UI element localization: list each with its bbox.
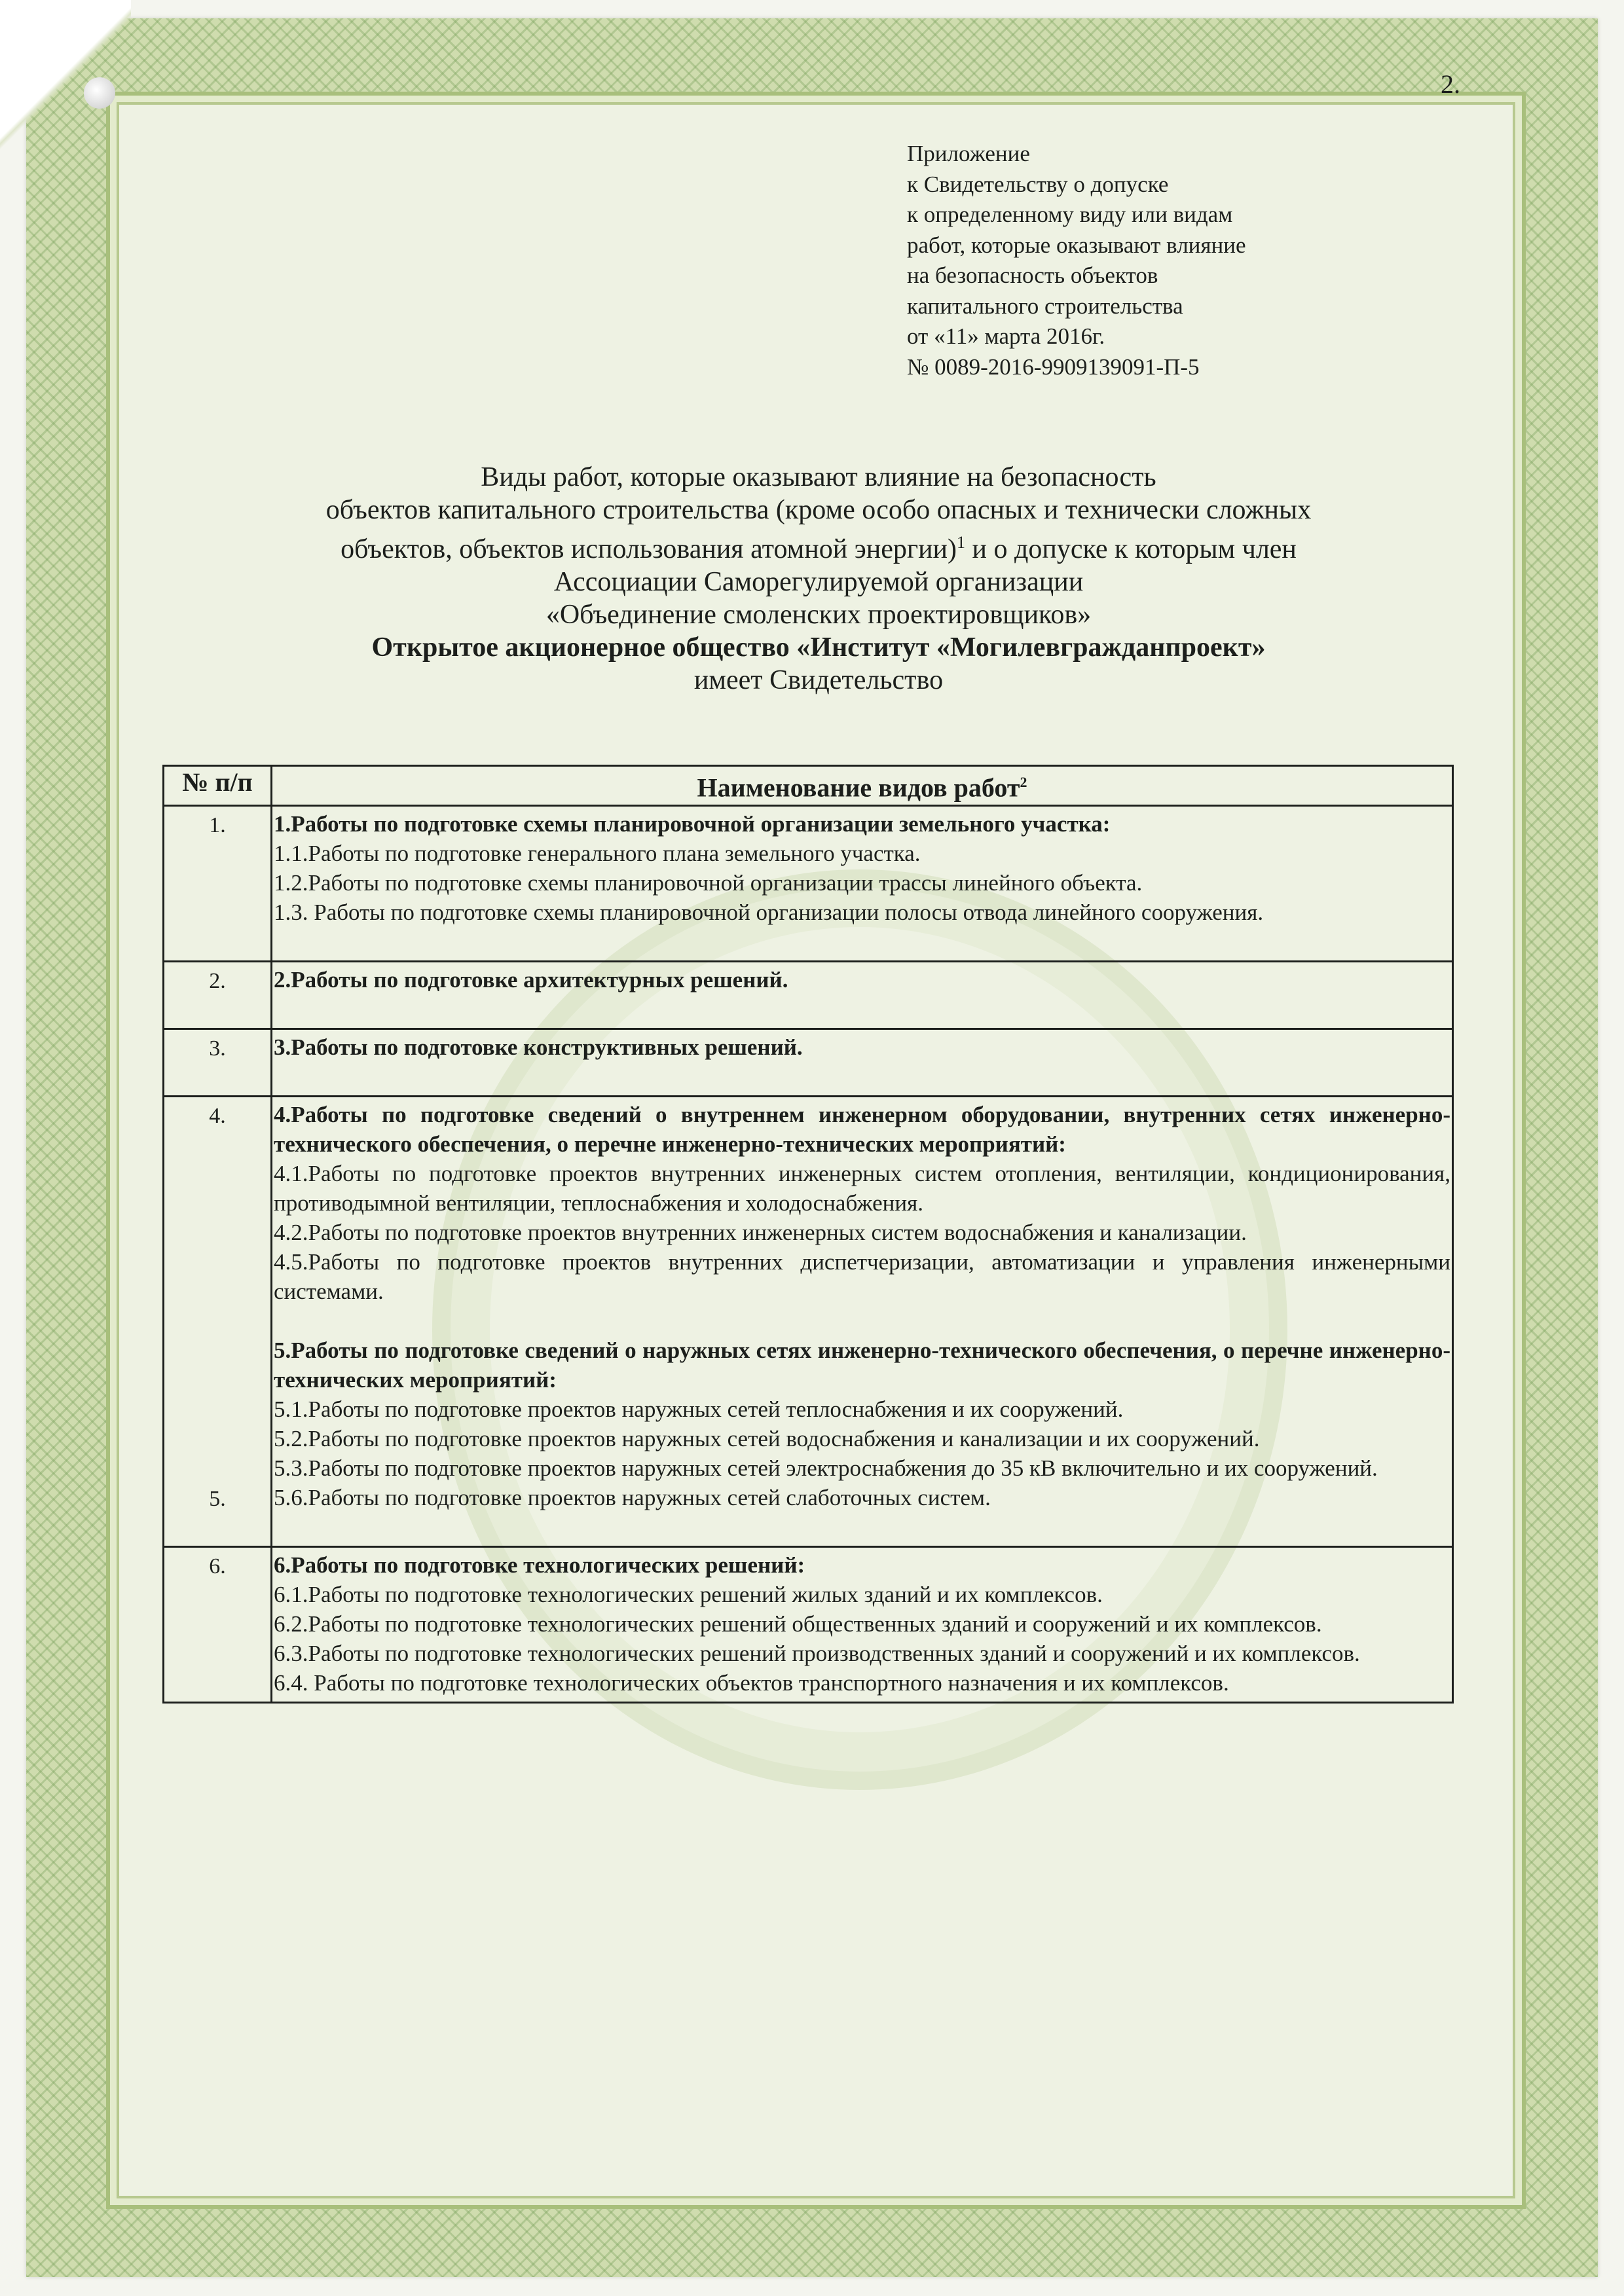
- column-header-name: [272, 766, 1453, 806]
- title-line: объектов капитального строительства (кроме особо опасных и технически сложных: [325, 495, 1312, 525]
- work-item: 1.2.Работы по подготовке схемы планировочной организации трассы линейного объекта.: [274, 870, 1143, 896]
- appendix-line: Приложение: [907, 141, 1030, 166]
- work-item: 6.1.Работы по подготовке технологических решений жилых зданий и их комплексов.: [274, 1582, 1103, 1607]
- title-line-part: и о допуске к которым член: [965, 534, 1297, 564]
- row-number: 3.: [164, 1029, 272, 1097]
- work-item: 4.5.Работы по подготовке проектов внутренних диспетчеризации, автоматизации и управления инженерными системами.: [274, 1249, 1450, 1304]
- works-table: [162, 765, 1454, 1704]
- table-header-row: [164, 766, 1453, 806]
- table-row: [164, 962, 1453, 1029]
- folded-corner: [0, 0, 131, 157]
- work-item: 6.4. Работы по подготовке технологических объектов транспортного назначения и их комплексов.: [274, 1670, 1229, 1696]
- appendix-line: к Свидетельству о допуске: [907, 171, 1169, 197]
- organization-name: Открытое акционерное общество «Институт «Могилевгражданпроект»: [371, 632, 1266, 663]
- work-item: 1.3. Работы по подготовке схемы планировочной организации полосы отвода линейного сооружения.: [274, 900, 1264, 925]
- title-line: «Объединение смоленских проектировщиков»: [545, 600, 1092, 630]
- work-item: 5.2.Работы по подготовке проектов наружных сетей водоснабжения и канализации и их сооружений.: [274, 1426, 1260, 1451]
- certificate-number: № 0089-2016-9909139091-П-5: [907, 354, 1200, 380]
- appendix-line: капитального строительства: [907, 293, 1183, 319]
- work-item: 4.1.Работы по подготовке проектов внутренних инженерных систем отопления, вентиляции, кондиционирования, противодымной вентиляции, теплоснабжения и холодоснабжения.: [274, 1161, 1450, 1216]
- title-line-part: объектов, объектов использования атомной энергии): [341, 534, 957, 564]
- row-description: [272, 962, 1453, 1029]
- work-group-heading: 4.Работы по подготовке сведений о внутреннем инженерном оборудовании, внутренних сетях инженерно-технического обеспечения, о перечне инженерно-технических мероприятий:: [274, 1102, 1450, 1157]
- appendix-line: на безопасность объектов: [907, 263, 1158, 288]
- title-line: имеет Свидетельство: [693, 665, 944, 695]
- row-number-value: 5.: [209, 1487, 226, 1511]
- work-item: 5.6.Работы по подготовке проектов наружных сетей слаботочных систем.: [274, 1485, 991, 1510]
- appendix-date: от «11» марта 2016г.: [907, 323, 1105, 349]
- row-description: [272, 1097, 1453, 1547]
- footnote-marker: 2: [1020, 774, 1027, 790]
- work-item: 5.1.Работы по подготовке проектов наружных сетей теплоснабжения и их сооружений.: [274, 1396, 1124, 1422]
- binding-hole-icon: [84, 77, 115, 109]
- work-item: 1.1.Работы по подготовке генерального плана земельного участка.: [274, 841, 921, 866]
- row-description: [272, 1029, 1453, 1097]
- work-group-heading: 1.Работы по подготовке схемы планировочной организации земельного участка:: [274, 811, 1111, 837]
- column-header-number: № п/п: [164, 766, 272, 806]
- page-number: 2.: [1441, 69, 1460, 99]
- table-row: [164, 806, 1453, 962]
- column-header-name-text: Наименование видов работ: [697, 773, 1020, 803]
- appendix-line: к определенному виду или видам: [907, 202, 1233, 227]
- table-row: [164, 1097, 1453, 1547]
- row-number: 6.: [164, 1547, 272, 1703]
- work-group-heading: 2.Работы по подготовке архитектурных решений.: [274, 967, 788, 993]
- row-description: [272, 1547, 1453, 1703]
- table-row: [164, 1547, 1453, 1703]
- title-line: [196, 526, 1441, 566]
- title-line: Виды работ, которые оказывают влияние на безопасность: [481, 462, 1156, 492]
- work-group-heading: 5.Работы по подготовке сведений о наружных сетях инженерно-технического обеспечения, о перечне инженерно-технических мероприятий:: [274, 1338, 1450, 1393]
- work-item: 6.2.Работы по подготовке технологических решений общественных зданий и сооружений и их комплексов.: [274, 1611, 1322, 1637]
- footnote-marker: 1: [957, 533, 966, 552]
- row-description: [272, 806, 1453, 962]
- work-item: 4.2.Работы по подготовке проектов внутренних инженерных систем водоснабжения и канализации.: [274, 1220, 1247, 1245]
- table-row: [164, 1029, 1453, 1097]
- appendix-line: работ, которые оказывают влияние: [907, 232, 1246, 258]
- title-line: Ассоциации Саморегулируемой организации: [553, 567, 1084, 597]
- work-item: 6.3.Работы по подготовке технологических решений производственных зданий и сооружений и их комплексов.: [274, 1641, 1360, 1666]
- row-number: 1.: [164, 806, 272, 962]
- work-group-heading: 3.Работы по подготовке конструктивных решений.: [274, 1034, 803, 1060]
- row-number-value: 4.: [209, 1104, 226, 1128]
- work-group-heading: 6.Работы по подготовке технологических решений:: [274, 1552, 805, 1578]
- row-number: 2.: [164, 962, 272, 1029]
- row-number: [164, 1097, 272, 1547]
- document-title: [196, 461, 1441, 697]
- work-item: 5.3.Работы по подготовке проектов наружных сетей электроснабжения до 35 кВ включительно и их сооружений.: [274, 1455, 1378, 1481]
- appendix-reference: [907, 139, 1246, 382]
